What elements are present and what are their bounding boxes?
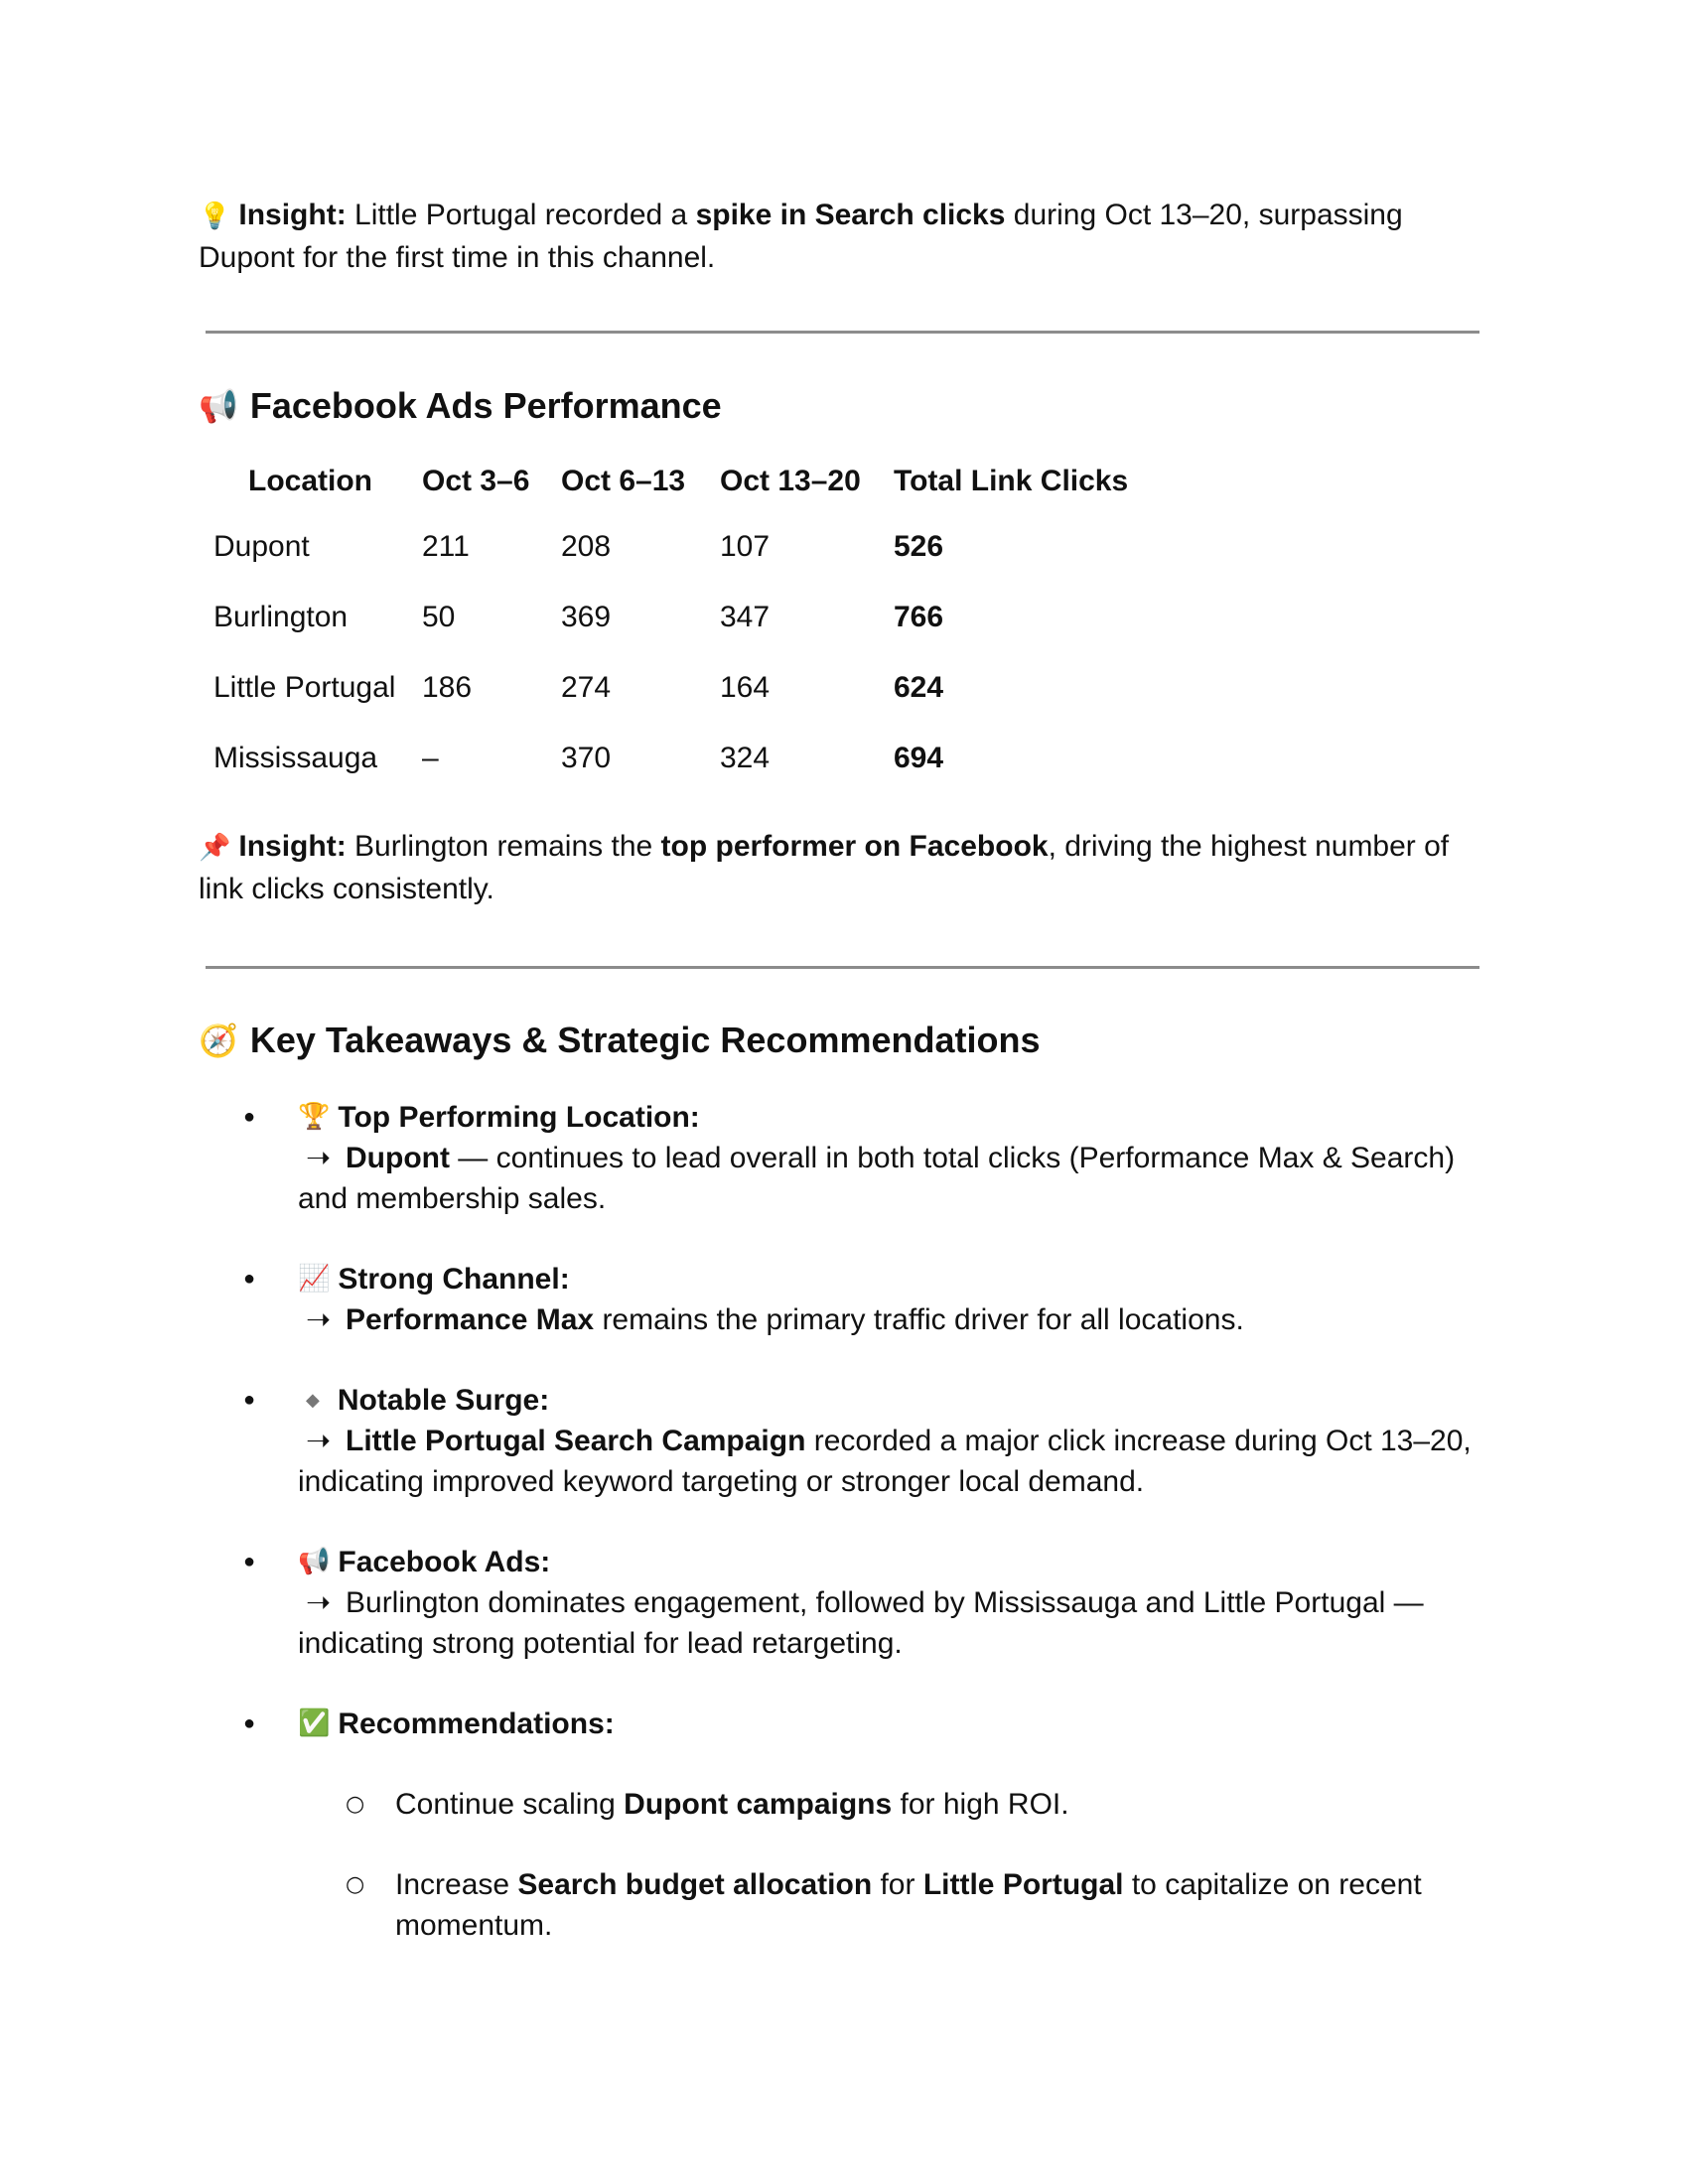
- cell-value: 211: [422, 529, 470, 563]
- cell-value: 324: [720, 741, 771, 774]
- list-item: ○ Increase Search budget allocation for Little Portugal to capitalize on recent momentum.: [346, 1864, 1494, 1946]
- cell-location: Little Portugal: [213, 670, 396, 704]
- chart-increasing-icon: ● 📈: [298, 1264, 331, 1294]
- table-row: [199, 511, 1172, 582]
- list-item: ● ✅ Recommendations: ○ Continue scaling Dupont campaigns for high ROI. ○ Increase Search budget allocation for Little Portugal to capitalize on recent momentum.: [243, 1704, 1494, 1946]
- arrow-icon: ➝: [306, 1585, 332, 1620]
- pushpin-icon: 📌: [199, 833, 231, 863]
- megaphone-icon: ● 📢: [298, 1547, 331, 1576]
- small-diamond-icon: ● ◆: [306, 1390, 320, 1411]
- divider: [206, 966, 1479, 969]
- arrow-icon: ➝: [306, 1424, 332, 1458]
- header-oct-3-6: Oct 3–6: [422, 465, 530, 497]
- cell-value: 164: [720, 670, 771, 704]
- divider: [206, 331, 1479, 334]
- cell-total: 694: [894, 741, 944, 774]
- insight-facebook: 📌 Insight: Burlington remains the top performer on Facebook, driving the highest number of link clicks consistently.: [199, 830, 1450, 905]
- cell-location: Burlington: [213, 600, 349, 633]
- cell-value: 50: [422, 600, 456, 633]
- compass-icon: 🧭: [199, 1022, 238, 1059]
- check-box-icon: ● ✅: [298, 1708, 331, 1738]
- cell-value: 370: [561, 741, 612, 774]
- cell-value: 107: [720, 529, 771, 563]
- cell-value: 186: [422, 670, 473, 704]
- cell-total: 624: [894, 670, 944, 704]
- arrow-icon: ➝: [306, 1302, 332, 1337]
- cell-value: 208: [561, 529, 612, 563]
- table-row: [199, 723, 1172, 793]
- cell-value: 274: [561, 670, 612, 704]
- list-item: ● ◆ Notable Surge: ➝ Little Portugal Search Campaign recorded a major click increase during Oct 13–20, indicating improved keyword targeting or stronger local demand.: [243, 1380, 1494, 1502]
- megaphone-icon: 📢: [199, 387, 238, 425]
- facebook-table: [199, 452, 1172, 793]
- table-row: [199, 582, 1172, 652]
- cell-value: –: [422, 741, 439, 774]
- header-location: Location: [248, 465, 372, 497]
- table-header-row: [199, 452, 1172, 511]
- header-oct-6-13: Oct 6–13: [561, 465, 686, 497]
- cell-location: Mississauga: [213, 741, 378, 774]
- header-oct-13-20: Oct 13–20: [720, 465, 861, 497]
- takeaways-list: [243, 1097, 1494, 1985]
- header-total-link-clicks: Total Link Clicks: [894, 465, 1129, 497]
- list-item: ● 🏆 Top Performing Location: ➝ Dupont — continues to lead overall in both total clicks (Performance Max & Search) and membership sales.: [243, 1097, 1494, 1219]
- cell-value: 347: [720, 600, 771, 633]
- cell-total: 526: [894, 529, 944, 563]
- lightbulb-icon: 💡: [199, 202, 231, 231]
- list-item: ● 📢 Facebook Ads: ➝ Burlington dominates engagement, followed by Mississauga and Little Portugal — indicating strong potential for lead retargeting.: [243, 1542, 1494, 1664]
- recommendations-list: [346, 1784, 1494, 1946]
- table-row: [199, 652, 1172, 723]
- cell-value: 369: [561, 600, 612, 633]
- cell-location: Dupont: [213, 529, 310, 563]
- cell-total: 766: [894, 600, 944, 633]
- trophy-icon: ● 🏆: [298, 1102, 331, 1132]
- list-item: ○ Continue scaling Dupont campaigns for high ROI.: [346, 1784, 1494, 1825]
- facebook-heading: 📢 Facebook Ads Performance: [199, 385, 722, 426]
- takeaways-heading: 🧭 Key Takeaways & Strategic Recommendations: [199, 1020, 1041, 1060]
- insight-search: 💡 Insight: Little Portugal recorded a spike in Search clicks during Oct 13–20, surpassing Dupont for the first time in this channel.: [199, 199, 1403, 274]
- list-item: ● 📈 Strong Channel: ➝ Performance Max remains the primary traffic driver for all locations.: [243, 1259, 1494, 1340]
- arrow-icon: ➝: [306, 1141, 332, 1175]
